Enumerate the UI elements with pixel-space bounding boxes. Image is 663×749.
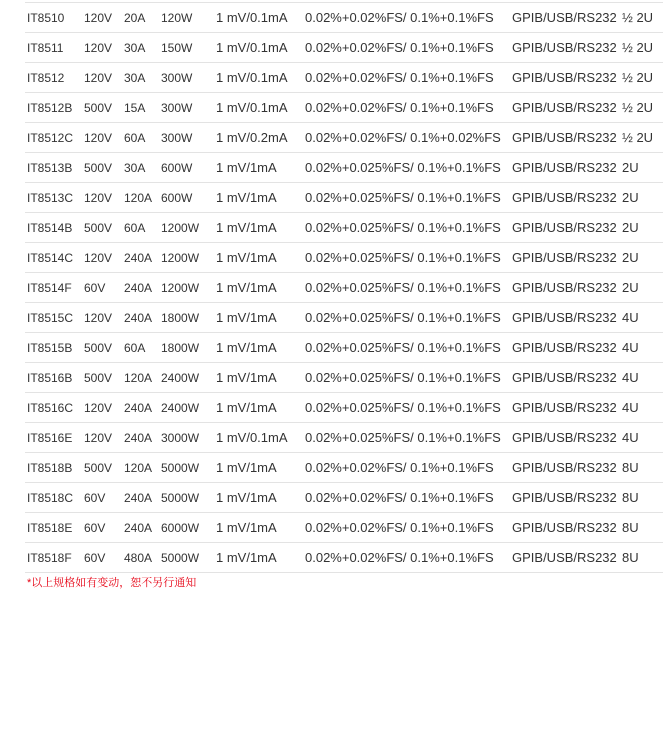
cell-voltage: 120V — [84, 250, 113, 265]
cell-accuracy: 0.02%+0.02%FS/ 0.1%+0.1%FS — [305, 520, 494, 535]
table-row — [25, 423, 663, 453]
cell-current: 240A — [124, 310, 153, 325]
cell-size: 8U — [622, 460, 639, 475]
cell-voltage: 60V — [84, 520, 106, 535]
cell-size: ½ 2U — [622, 130, 654, 145]
cell-voltage: 60V — [84, 550, 106, 565]
cell-model: IT8515C — [27, 310, 74, 325]
spec-table-body — [25, 3, 663, 573]
cell-model: IT8514C — [27, 250, 74, 265]
cell-interface: GPIB/USB/RS232 — [512, 550, 617, 565]
table-row — [25, 3, 663, 33]
cell-current: 60A — [124, 340, 146, 355]
cell-resolution: 1 mV/0.2mA — [216, 130, 288, 145]
cell-accuracy: 0.02%+0.02%FS/ 0.1%+0.1%FS — [305, 550, 494, 565]
cell-current: 240A — [124, 430, 153, 445]
cell-current: 480A — [124, 550, 153, 565]
cell-size: 8U — [622, 520, 639, 535]
table-row — [25, 243, 663, 273]
cell-power: 5000W — [161, 460, 200, 475]
cell-resolution: 1 mV/0.1mA — [216, 70, 288, 85]
cell-accuracy: 0.02%+0.025%FS/ 0.1%+0.1%FS — [305, 400, 501, 415]
cell-current: 240A — [124, 250, 153, 265]
table-row — [25, 333, 663, 363]
cell-size: 2U — [622, 250, 639, 265]
cell-accuracy: 0.02%+0.02%FS/ 0.1%+0.02%FS — [305, 130, 501, 145]
cell-accuracy: 0.02%+0.02%FS/ 0.1%+0.1%FS — [305, 100, 494, 115]
cell-accuracy: 0.02%+0.025%FS/ 0.1%+0.1%FS — [305, 280, 501, 295]
table-row — [25, 123, 663, 153]
cell-interface: GPIB/USB/RS232 — [512, 70, 617, 85]
cell-model: IT8518C — [27, 490, 74, 505]
cell-model: IT8515B — [27, 340, 73, 355]
cell-resolution: 1 mV/0.1mA — [216, 10, 288, 25]
cell-size: 4U — [622, 370, 639, 385]
cell-power: 2400W — [161, 400, 200, 415]
table-row — [25, 183, 663, 213]
cell-interface: GPIB/USB/RS232 — [512, 280, 617, 295]
cell-size: 4U — [622, 430, 639, 445]
table-row — [25, 543, 663, 573]
cell-voltage: 120V — [84, 40, 113, 55]
table-row — [25, 33, 663, 63]
cell-accuracy: 0.02%+0.025%FS/ 0.1%+0.1%FS — [305, 370, 501, 385]
cell-power: 600W — [161, 160, 193, 175]
cell-size: 4U — [622, 400, 639, 415]
cell-current: 240A — [124, 280, 153, 295]
cell-size: 8U — [622, 550, 639, 565]
cell-power: 300W — [161, 100, 193, 115]
cell-model: IT8516C — [27, 400, 74, 415]
cell-resolution: 1 mV/1mA — [216, 490, 277, 505]
cell-current: 120A — [124, 190, 153, 205]
cell-accuracy: 0.02%+0.02%FS/ 0.1%+0.1%FS — [305, 460, 494, 475]
table-row — [25, 393, 663, 423]
cell-model: IT8512 — [27, 70, 65, 85]
table-row — [25, 93, 663, 123]
cell-model: IT8514B — [27, 220, 73, 235]
cell-power: 1200W — [161, 250, 200, 265]
cell-interface: GPIB/USB/RS232 — [512, 340, 617, 355]
cell-power: 1200W — [161, 220, 200, 235]
cell-accuracy: 0.02%+0.02%FS/ 0.1%+0.1%FS — [305, 490, 494, 505]
cell-interface: GPIB/USB/RS232 — [512, 160, 617, 175]
cell-current: 20A — [124, 10, 146, 25]
spec-table-container — [25, 2, 663, 573]
cell-current: 240A — [124, 400, 153, 415]
cell-power: 300W — [161, 130, 193, 145]
cell-interface: GPIB/USB/RS232 — [512, 460, 617, 475]
cell-resolution: 1 mV/1mA — [216, 400, 277, 415]
cell-voltage: 120V — [84, 130, 113, 145]
cell-resolution: 1 mV/1mA — [216, 460, 277, 475]
cell-current: 120A — [124, 370, 153, 385]
cell-voltage: 120V — [84, 190, 113, 205]
cell-interface: GPIB/USB/RS232 — [512, 400, 617, 415]
cell-model: IT8516B — [27, 370, 73, 385]
cell-power: 1800W — [161, 340, 200, 355]
cell-interface: GPIB/USB/RS232 — [512, 40, 617, 55]
cell-model: IT8518F — [27, 550, 72, 565]
cell-resolution: 1 mV/1mA — [216, 250, 277, 265]
cell-power: 1800W — [161, 310, 200, 325]
spec-table — [25, 2, 663, 573]
cell-current: 240A — [124, 490, 153, 505]
cell-interface: GPIB/USB/RS232 — [512, 250, 617, 265]
cell-voltage: 120V — [84, 400, 113, 415]
cell-accuracy: 0.02%+0.025%FS/ 0.1%+0.1%FS — [305, 430, 501, 445]
cell-current: 30A — [124, 160, 146, 175]
cell-power: 300W — [161, 70, 193, 85]
cell-voltage: 60V — [84, 490, 106, 505]
cell-size: 2U — [622, 220, 639, 235]
cell-resolution: 1 mV/1mA — [216, 340, 277, 355]
cell-resolution: 1 mV/1mA — [216, 280, 277, 295]
cell-accuracy: 0.02%+0.02%FS/ 0.1%+0.1%FS — [305, 70, 494, 85]
cell-power: 6000W — [161, 520, 200, 535]
cell-power: 5000W — [161, 490, 200, 505]
cell-size: 2U — [622, 280, 639, 295]
cell-voltage: 500V — [84, 220, 113, 235]
cell-size: ½ 2U — [622, 70, 654, 85]
cell-interface: GPIB/USB/RS232 — [512, 190, 617, 205]
cell-current: 30A — [124, 70, 146, 85]
cell-voltage: 120V — [84, 430, 113, 445]
cell-size: 2U — [622, 190, 639, 205]
cell-accuracy: 0.02%+0.02%FS/ 0.1%+0.1%FS — [305, 10, 494, 25]
cell-interface: GPIB/USB/RS232 — [512, 100, 617, 115]
cell-size: ½ 2U — [622, 100, 654, 115]
cell-model: IT8518B — [27, 460, 73, 475]
cell-voltage: 500V — [84, 160, 113, 175]
table-row — [25, 483, 663, 513]
cell-power: 600W — [161, 190, 193, 205]
cell-model: IT8516E — [27, 430, 73, 445]
cell-interface: GPIB/USB/RS232 — [512, 430, 617, 445]
cell-resolution: 1 mV/1mA — [216, 190, 277, 205]
cell-resolution: 1 mV/0.1mA — [216, 430, 288, 445]
cell-resolution: 1 mV/1mA — [216, 160, 277, 175]
cell-voltage: 500V — [84, 100, 113, 115]
cell-size: 8U — [622, 490, 639, 505]
cell-model: IT8513B — [27, 160, 73, 175]
table-row — [25, 213, 663, 243]
cell-resolution: 1 mV/0.1mA — [216, 100, 288, 115]
cell-accuracy: 0.02%+0.025%FS/ 0.1%+0.1%FS — [305, 160, 501, 175]
cell-accuracy: 0.02%+0.025%FS/ 0.1%+0.1%FS — [305, 250, 501, 265]
cell-resolution: 1 mV/1mA — [216, 520, 277, 535]
cell-power: 120W — [161, 10, 193, 25]
table-row — [25, 453, 663, 483]
cell-model: IT8513C — [27, 190, 74, 205]
cell-current: 15A — [124, 100, 146, 115]
cell-voltage: 500V — [84, 340, 113, 355]
cell-model: IT8514F — [27, 280, 72, 295]
cell-model: IT8510 — [27, 10, 65, 25]
cell-size: 4U — [622, 340, 639, 355]
cell-accuracy: 0.02%+0.025%FS/ 0.1%+0.1%FS — [305, 340, 501, 355]
table-row — [25, 63, 663, 93]
cell-current: 120A — [124, 460, 153, 475]
footnote-text: *以上规格如有变动，恕不另行通知 — [27, 577, 197, 589]
table-row — [25, 273, 663, 303]
cell-resolution: 1 mV/1mA — [216, 550, 277, 565]
cell-voltage: 60V — [84, 280, 106, 295]
cell-model: IT8512B — [27, 100, 73, 115]
cell-voltage: 500V — [84, 370, 113, 385]
cell-accuracy: 0.02%+0.025%FS/ 0.1%+0.1%FS — [305, 190, 501, 205]
cell-interface: GPIB/USB/RS232 — [512, 520, 617, 535]
table-row — [25, 153, 663, 183]
cell-interface: GPIB/USB/RS232 — [512, 310, 617, 325]
cell-interface: GPIB/USB/RS232 — [512, 370, 617, 385]
cell-power: 5000W — [161, 550, 200, 565]
table-row — [25, 513, 663, 543]
cell-current: 60A — [124, 220, 146, 235]
cell-size: ½ 2U — [622, 40, 654, 55]
cell-accuracy: 0.02%+0.025%FS/ 0.1%+0.1%FS — [305, 310, 501, 325]
cell-resolution: 1 mV/0.1mA — [216, 40, 288, 55]
cell-model: IT8511 — [27, 40, 64, 55]
cell-interface: GPIB/USB/RS232 — [512, 220, 617, 235]
cell-power: 2400W — [161, 370, 200, 385]
cell-size: 2U — [622, 160, 639, 175]
cell-size: 4U — [622, 310, 639, 325]
cell-model: IT8518E — [27, 520, 73, 535]
cell-voltage: 120V — [84, 10, 113, 25]
cell-power: 1200W — [161, 280, 200, 295]
cell-interface: GPIB/USB/RS232 — [512, 10, 617, 25]
cell-current: 240A — [124, 520, 153, 535]
cell-power: 3000W — [161, 430, 200, 445]
cell-accuracy: 0.02%+0.02%FS/ 0.1%+0.1%FS — [305, 40, 494, 55]
cell-voltage: 120V — [84, 310, 113, 325]
cell-voltage: 120V — [84, 70, 113, 85]
cell-resolution: 1 mV/1mA — [216, 220, 277, 235]
cell-power: 150W — [161, 40, 193, 55]
table-row — [25, 363, 663, 393]
cell-model: IT8512C — [27, 130, 74, 145]
table-row — [25, 303, 663, 333]
cell-resolution: 1 mV/1mA — [216, 370, 277, 385]
cell-interface: GPIB/USB/RS232 — [512, 130, 617, 145]
cell-interface: GPIB/USB/RS232 — [512, 490, 617, 505]
cell-current: 60A — [124, 130, 146, 145]
cell-accuracy: 0.02%+0.025%FS/ 0.1%+0.1%FS — [305, 220, 501, 235]
cell-current: 30A — [124, 40, 146, 55]
cell-size: ½ 2U — [622, 10, 654, 25]
cell-voltage: 500V — [84, 460, 113, 475]
cell-resolution: 1 mV/1mA — [216, 310, 277, 325]
